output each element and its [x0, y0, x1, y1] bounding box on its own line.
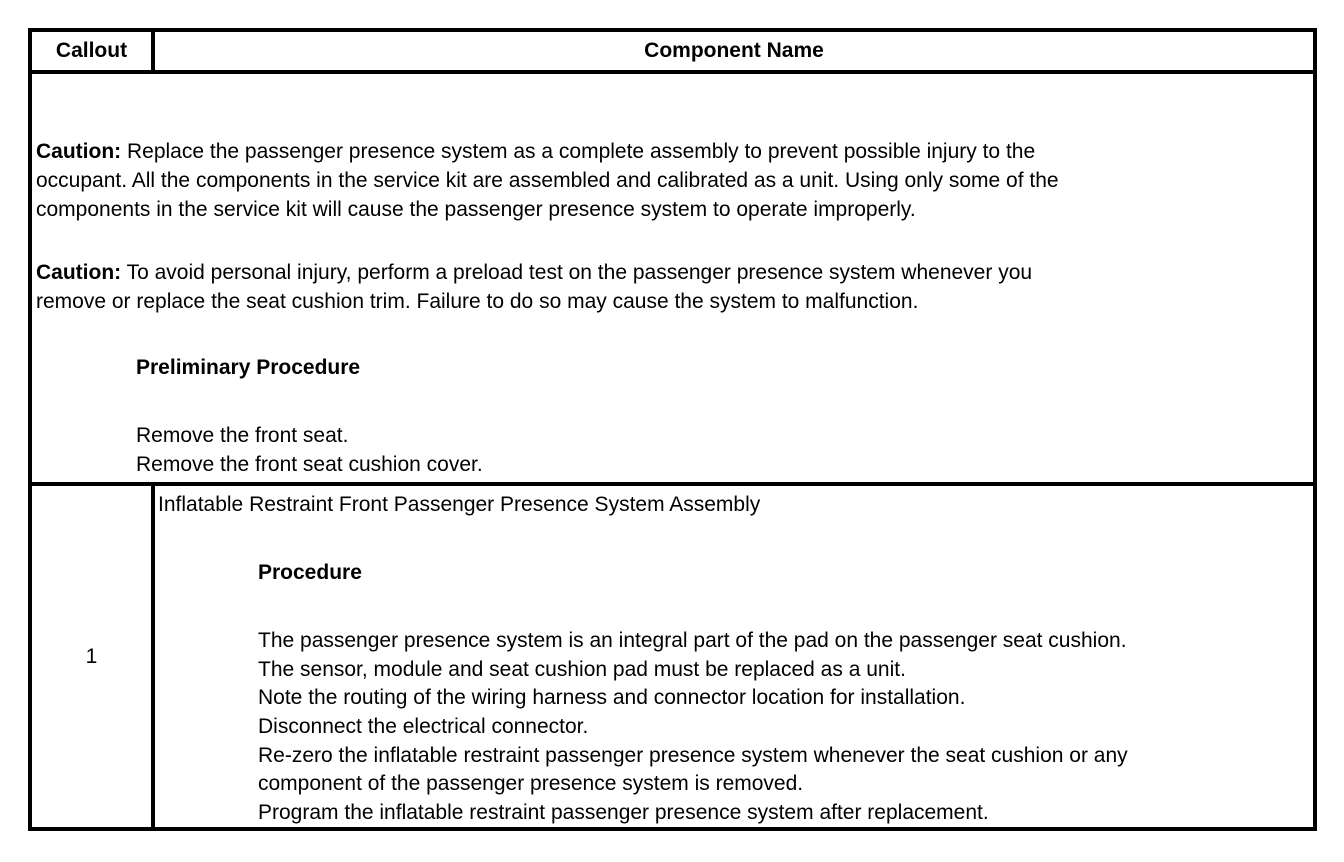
procedure-line: Note the routing of the wiring harness and connector location for installation.	[258, 686, 966, 709]
procedure-line: Disconnect the electrical connector.	[258, 715, 589, 738]
caution-1-line-1: Caution: Replace the passenger presence system as a complete assembly to prevent possible injury to the	[36, 140, 1036, 163]
item-callout-number: 1	[32, 486, 155, 827]
caution-1-label: Caution:	[36, 140, 122, 163]
preliminary-procedure-heading: Preliminary Procedure	[136, 356, 361, 379]
item-row	[32, 486, 1313, 827]
table-header-row	[32, 32, 1313, 74]
service-procedure-table	[28, 28, 1317, 831]
caution-2-line-1: Caution: To avoid personal injury, perform a preload test on the passenger presence system whenever you	[36, 261, 1033, 284]
preliminary-step: Remove the front seat.	[136, 424, 349, 447]
procedure-line: The passenger presence system is an integral part of the pad on the passenger seat cushion.	[258, 629, 1127, 652]
caution-2-label: Caution:	[36, 261, 122, 284]
caution-1-line-3: components in the service kit will cause the passenger presence system to operate improperly.	[36, 198, 916, 221]
notes-row	[32, 74, 1313, 486]
preliminary-step: Remove the front seat cushion cover.	[136, 453, 483, 476]
procedure-line: component of the passenger presence system is removed.	[258, 772, 804, 795]
header-component-name: Component Name	[644, 39, 824, 62]
procedure-line: Re-zero the inflatable restraint passenger presence system whenever the seat cushion or any	[258, 744, 1128, 767]
caution-2-line-2: remove or replace the seat cushion trim. Failure to do so may cause the system to malfunction.	[36, 290, 919, 313]
header-callout: Callout	[32, 32, 155, 70]
item-component-name: Inflatable Restraint Front Passenger Presence System Assembly	[158, 493, 761, 516]
procedure-line: Program the inflatable restraint passenger presence system after replacement.	[258, 801, 989, 824]
procedure-line: The sensor, module and seat cushion pad must be replaced as a unit.	[258, 658, 906, 681]
procedure-heading: Procedure	[258, 561, 362, 584]
caution-1-line-2: occupant. All the components in the service kit are assembled and calibrated as a unit. Using only some of the	[36, 169, 1059, 192]
